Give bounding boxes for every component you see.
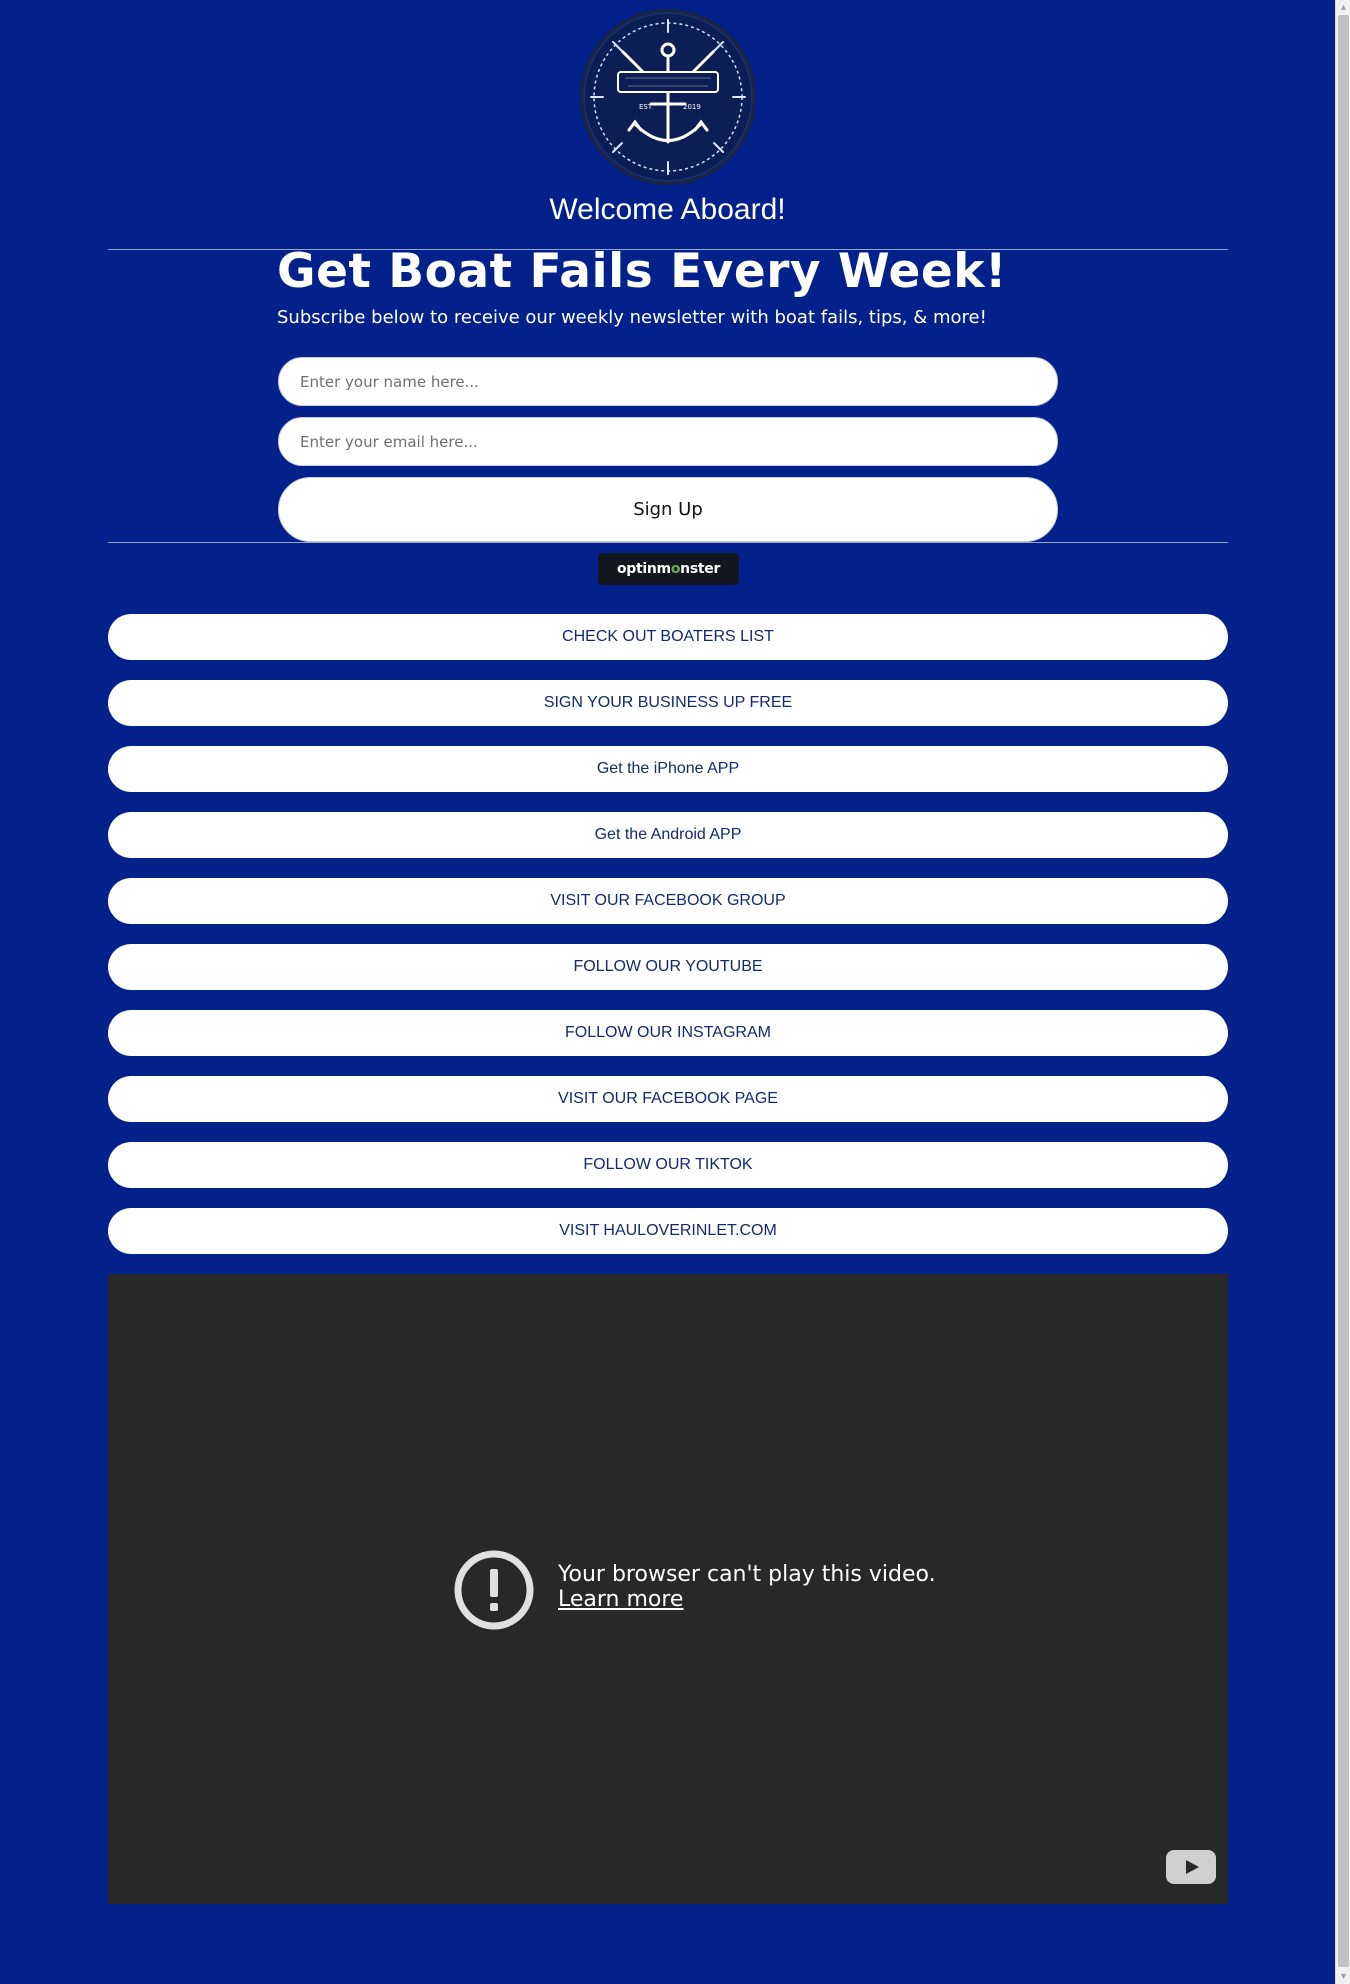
link-youtube[interactable]: FOLLOW OUR YOUTUBE	[108, 944, 1228, 990]
email-input[interactable]	[278, 417, 1058, 466]
scroll-down-arrow-icon[interactable]: ▼	[1339, 1971, 1348, 1981]
vertical-scrollbar[interactable]	[1335, 0, 1350, 1984]
video-error-message: Your browser can't play this video.	[558, 1562, 936, 1587]
link-tiktok[interactable]: FOLLOW OUR TIKTOK	[108, 1142, 1228, 1188]
optin-subline: Subscribe below to receive our weekly newsletter with boat fails, tips, & more!	[277, 307, 987, 328]
link-iphone-app[interactable]: Get the iPhone APP	[108, 746, 1228, 792]
link-facebook-page[interactable]: VISIT OUR FACEBOOK PAGE	[108, 1076, 1228, 1122]
scroll-thumb[interactable]	[1338, 15, 1349, 1967]
svg-text:2019: 2019	[683, 103, 701, 111]
badge-text-post: nster	[680, 561, 721, 577]
brand-logo[interactable]	[580, 9, 756, 185]
video-player[interactable]	[108, 1274, 1228, 1904]
svg-text:EST: EST	[639, 103, 653, 111]
youtube-icon[interactable]	[1166, 1850, 1216, 1884]
link-instagram[interactable]: FOLLOW OUR INSTAGRAM	[108, 1010, 1228, 1056]
name-input[interactable]	[278, 357, 1058, 406]
scroll-up-arrow-icon[interactable]: ▲	[1339, 2, 1348, 12]
welcome-heading: Welcome Aboard!	[549, 193, 786, 226]
link-android-app[interactable]: Get the Android APP	[108, 812, 1228, 858]
badge-text-pre: optinm	[616, 561, 671, 577]
monster-icon: o	[670, 561, 681, 577]
link-hauloverinlet[interactable]: VISIT HAULOVERINLET.COM	[108, 1208, 1228, 1254]
optin-headline: Get Boat Fails Every Week!	[277, 244, 1007, 299]
link-sign-business[interactable]: SIGN YOUR BUSINESS UP FREE	[108, 680, 1228, 726]
divider-bottom	[108, 542, 1228, 543]
anchor-logo-icon	[583, 12, 753, 182]
link-facebook-group[interactable]: VISIT OUR FACEBOOK GROUP	[108, 878, 1228, 924]
link-boaters-list[interactable]: CHECK OUT BOATERS LIST	[108, 614, 1228, 660]
sign-up-button[interactable]: Sign Up	[278, 477, 1058, 542]
optinmonster-badge[interactable]	[598, 553, 739, 585]
learn-more-link[interactable]: Learn more	[558, 1587, 684, 1612]
alert-icon	[453, 1549, 535, 1631]
